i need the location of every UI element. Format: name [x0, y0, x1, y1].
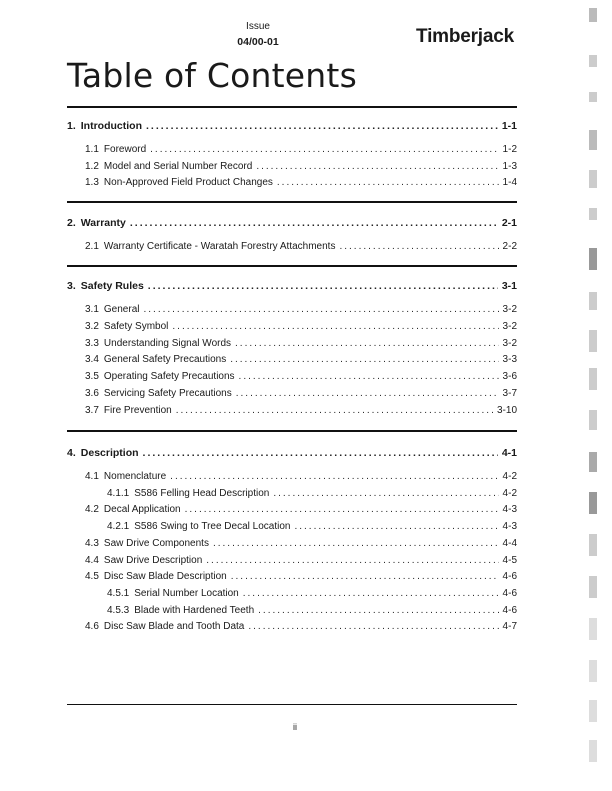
toc-entry[interactable]	[85, 469, 517, 484]
toc-entry-page: 3-7	[502, 388, 517, 399]
toc-entry-number: 3.6	[85, 388, 99, 399]
toc-entry-label: Blade with Hardened Teeth	[134, 604, 255, 616]
toc-entry-label: Serial Number Location	[134, 587, 239, 599]
toc-entry-label: Warranty Certificate - Waratah Forestry Attachments	[103, 241, 336, 252]
toc-entry-page: 1-2	[502, 144, 517, 155]
dot-leader	[277, 175, 499, 190]
toc-entry-label: Safety Rules	[80, 280, 144, 292]
toc-entry-label: Fire Prevention	[103, 404, 172, 416]
toc-entry-label: Non-Approved Field Product Changes	[103, 177, 273, 188]
toc-entry-label: Disc Saw Blade Description	[103, 571, 227, 583]
toc-entry[interactable]	[85, 386, 517, 401]
footer-rule	[67, 704, 517, 705]
toc-entry-page: 4-2	[502, 471, 517, 482]
toc-entry-label: Operating Safety Precautions	[103, 371, 235, 383]
toc-entry-number: 4.1.1	[107, 487, 130, 499]
toc-entry[interactable]	[85, 619, 517, 634]
toc-entry[interactable]	[107, 519, 517, 534]
toc-entry-number: 3.4	[85, 354, 99, 366]
dot-leader	[206, 553, 498, 568]
toc-entry-page: 3-2	[502, 337, 517, 349]
toc-entry-label: Foreword	[103, 144, 147, 155]
toc-entry-page: 4-1	[501, 447, 517, 459]
toc-entry[interactable]	[85, 553, 517, 568]
toc-entry-number: 1.	[67, 120, 76, 132]
dot-leader	[235, 336, 499, 351]
toc-entry-page: 3-3	[502, 354, 517, 366]
toc-entry-number: 1.1	[85, 144, 99, 155]
toc-chapter-entry[interactable]	[67, 446, 517, 461]
toc-entry-page: 4-6	[502, 587, 517, 599]
title-rule	[67, 106, 517, 108]
toc-entry-page: 4-6	[502, 604, 517, 616]
toc-entry-number: 4.5	[85, 571, 99, 583]
brand-logo-text: Timberjack	[416, 26, 514, 47]
dot-leader	[150, 142, 498, 157]
toc-entry[interactable]	[85, 302, 517, 317]
toc-entry[interactable]	[85, 175, 517, 190]
dot-leader	[230, 352, 498, 367]
toc-entry[interactable]	[85, 502, 517, 517]
toc-entry-page: 2-1	[501, 217, 517, 229]
toc-entry-number: 4.2	[85, 504, 99, 516]
toc-entry-label: S586 Swing to Tree Decal Location	[134, 521, 291, 533]
toc-chapter-entry[interactable]	[67, 279, 517, 294]
toc-entry-number: 3.2	[85, 320, 99, 332]
toc-entry[interactable]	[85, 319, 517, 334]
toc-entry-label: Introduction	[80, 120, 143, 132]
section-rule	[67, 430, 517, 432]
toc-entry-label: Safety Symbol	[103, 320, 169, 332]
dot-leader	[294, 519, 498, 534]
dot-leader	[172, 319, 498, 334]
toc-entry-page: 4-2	[502, 487, 517, 499]
dot-leader	[231, 569, 499, 584]
toc-entry-page: 4-7	[502, 621, 517, 633]
toc-entry-page: 3-6	[502, 371, 517, 383]
dot-leader	[143, 302, 498, 317]
toc-entry-number: 4.5.1	[107, 587, 130, 599]
toc-entry-page: 4-3	[502, 504, 517, 516]
footer-page-number: ii	[293, 722, 297, 732]
toc-entry-label: Warranty	[80, 217, 126, 229]
toc-entry-label: Model and Serial Number Record	[103, 160, 253, 172]
toc-entry-number: 3.	[67, 280, 76, 292]
dot-leader	[170, 469, 498, 484]
toc-entry-label: General	[103, 304, 140, 315]
toc-entry[interactable]	[85, 239, 517, 254]
toc-entry-label: Saw Drive Components	[103, 537, 209, 549]
toc-entry-page: 2-2	[502, 241, 517, 252]
dot-leader	[143, 446, 498, 461]
dot-leader	[243, 586, 499, 601]
dot-leader	[236, 386, 499, 401]
toc-entry-number: 4.3	[85, 537, 99, 549]
issue-block	[228, 20, 288, 49]
issue-label: Issue	[246, 21, 270, 32]
issue-date: 04/00-01	[237, 36, 279, 48]
toc-entry-label: General Safety Precautions	[103, 354, 227, 366]
toc-entry-label: Servicing Safety Precautions	[103, 388, 232, 399]
dot-leader	[148, 279, 498, 294]
toc-entry-page: 3-1	[501, 280, 517, 292]
dot-leader	[256, 159, 498, 174]
toc-entry-number: 4.	[67, 447, 76, 459]
toc-entry[interactable]	[85, 159, 517, 174]
toc-entry-number: 3.5	[85, 371, 99, 383]
toc-entry[interactable]	[85, 569, 517, 584]
toc-entry-page: 1-3	[502, 160, 517, 172]
toc-entry-number: 4.5.3	[107, 604, 130, 616]
toc-chapter-entry[interactable]	[67, 216, 517, 231]
dot-leader	[248, 619, 498, 634]
toc-entry-page: 4-5	[502, 554, 517, 566]
toc-chapter-entry[interactable]	[67, 119, 517, 134]
toc-entry-page: 4-3	[502, 521, 517, 533]
toc-entry[interactable]	[85, 336, 517, 351]
toc-entry-number: 3.7	[85, 404, 99, 416]
toc-entry[interactable]	[85, 142, 517, 157]
dot-leader	[176, 403, 493, 418]
dot-leader	[213, 536, 499, 551]
toc-entry-label: Saw Drive Description	[103, 554, 203, 566]
toc-entry-label: Description	[80, 447, 139, 459]
toc-entry-number: 4.2.1	[107, 521, 130, 533]
toc-entry-label: Understanding Signal Words	[103, 337, 232, 349]
dot-leader	[146, 119, 498, 134]
dot-leader	[273, 486, 498, 501]
toc-entry-label: Decal Application	[103, 504, 181, 516]
toc-entry-page: 4-6	[502, 571, 517, 583]
toc-entry-number: 1.2	[85, 160, 99, 172]
toc-entry-label: Disc Saw Blade and Tooth Data	[103, 621, 245, 633]
dot-leader	[130, 216, 498, 231]
toc-entry[interactable]	[107, 586, 517, 601]
toc-entry[interactable]	[85, 352, 517, 367]
toc-entry-number: 4.1	[85, 471, 99, 482]
toc-entry-number: 2.1	[85, 241, 99, 252]
toc-entry[interactable]	[85, 403, 517, 418]
toc-entry-number: 4.6	[85, 621, 99, 633]
toc-entry-page: 3-2	[502, 320, 517, 332]
toc-entry[interactable]	[85, 369, 517, 384]
toc-entry-page: 4-4	[502, 537, 517, 549]
toc-entry[interactable]	[107, 603, 517, 618]
toc-entry[interactable]	[85, 536, 517, 551]
dot-leader	[339, 239, 498, 254]
dot-leader	[239, 369, 499, 384]
scan-margin-marks	[583, 0, 612, 791]
toc-entry[interactable]	[107, 486, 517, 501]
dot-leader	[185, 502, 499, 517]
toc-entry-number: 2.	[67, 217, 76, 229]
toc-entry-page: 1-1	[501, 120, 517, 132]
toc-entry-number: 4.4	[85, 554, 99, 566]
section-rule	[67, 265, 517, 267]
toc-entry-page: 3-2	[502, 304, 517, 315]
toc-entry-page: 3-10	[496, 404, 517, 416]
toc-entry-label: S586 Felling Head Description	[134, 487, 270, 499]
section-rule	[67, 201, 517, 203]
toc-entry-label: Nomenclature	[103, 471, 167, 482]
toc-entry-page: 1-4	[502, 177, 517, 188]
page-title: Table of Contents	[67, 56, 357, 95]
dot-leader	[258, 603, 498, 618]
toc-entry-number: 1.3	[85, 177, 99, 188]
toc-entry-number: 3.1	[85, 304, 99, 315]
toc-entry-number: 3.3	[85, 337, 99, 349]
